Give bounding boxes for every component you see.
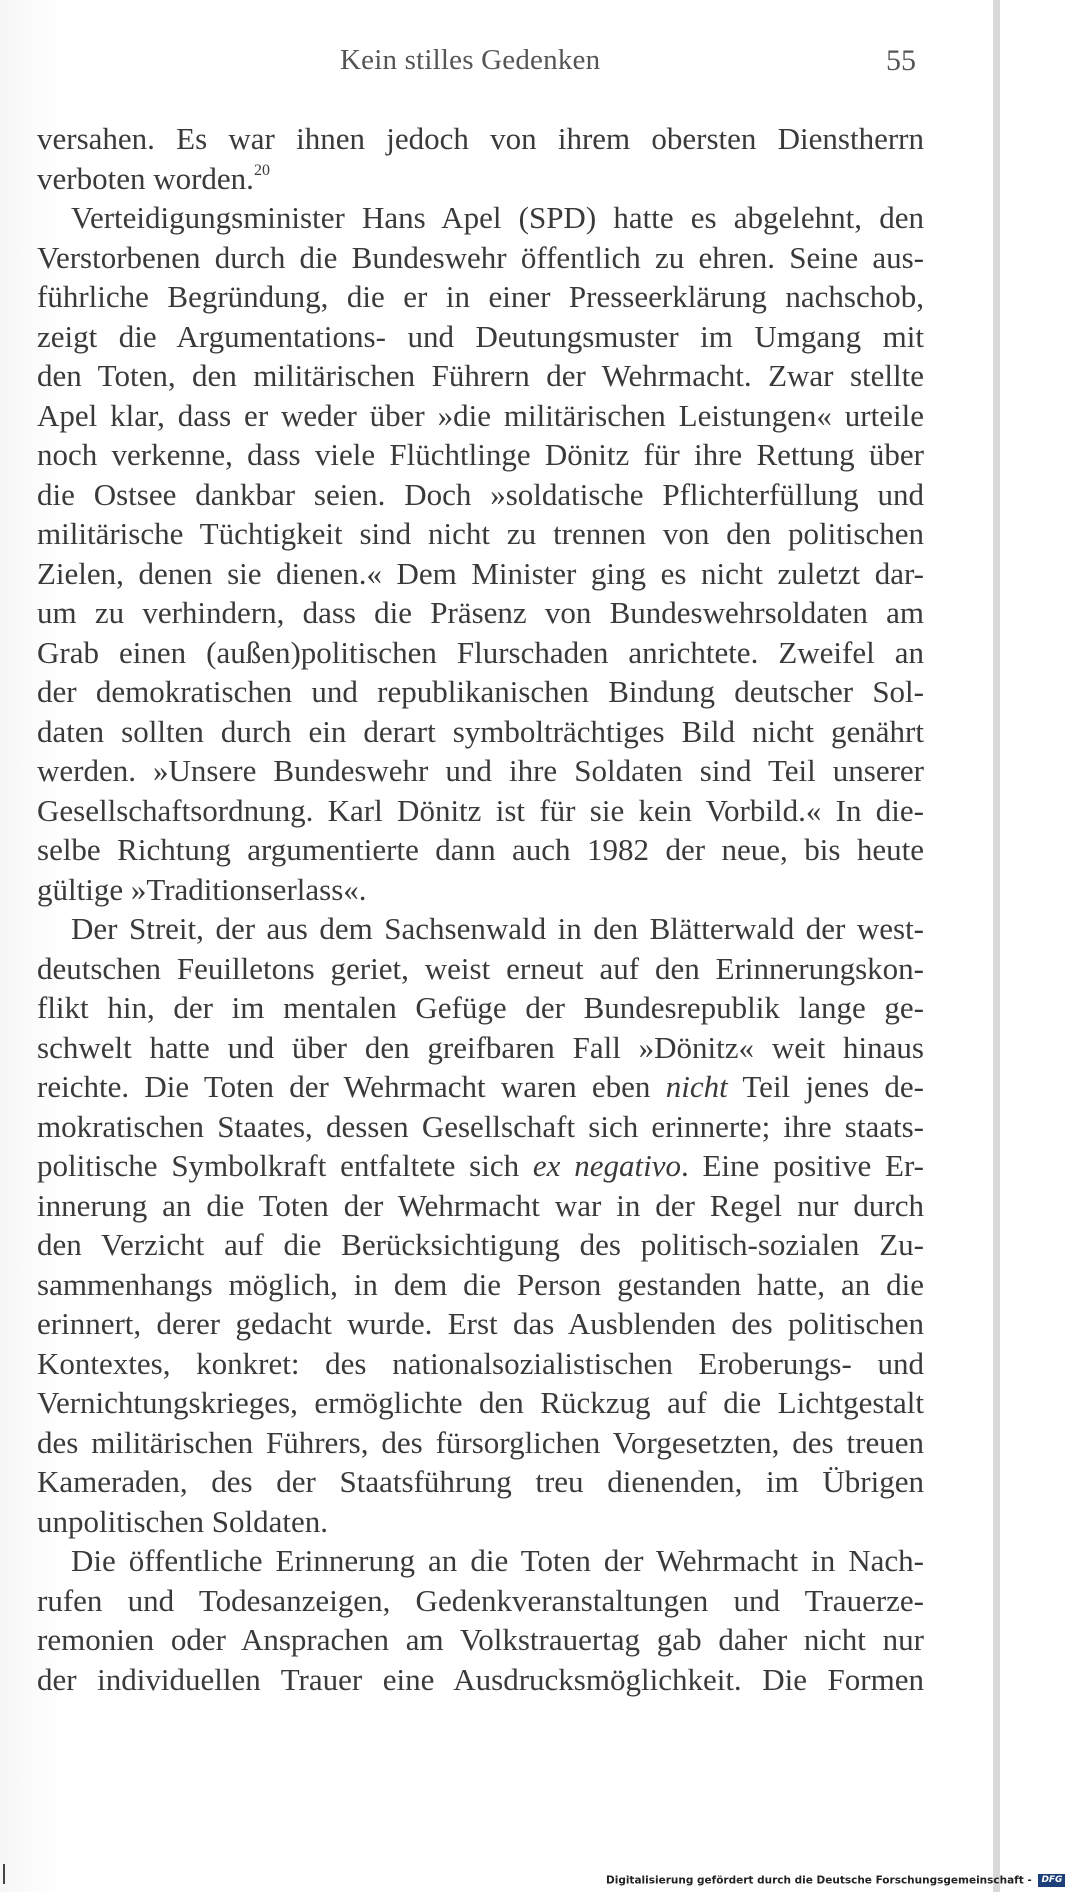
italic-emphasis: nicht xyxy=(665,1069,728,1104)
dfg-logo: DFG xyxy=(1038,1874,1065,1887)
text-line: werden. »Unsere Bundeswehr und ihre Soldaten sind Teil unserer xyxy=(37,753,924,788)
body-text xyxy=(37,119,924,1699)
scan-margin-mark xyxy=(3,1864,5,1884)
text-line: Kontextes, konkret: des nationalsozialistischen Eroberungs- und xyxy=(37,1345,924,1381)
text-line: rufen und Todesanzeigen, Gedenkveranstaltungen und Trauerze- xyxy=(37,1582,924,1618)
text-line: Verteidigungsminister Hans Apel (SPD) hatte es abgelehnt, den xyxy=(71,200,924,235)
footnote-marker[interactable]: 20 xyxy=(253,161,270,179)
text-line: reichte. Die Toten der Wehrmacht waren eben nicht Teil jenes de- xyxy=(37,1069,924,1104)
text-line: Die öffentliche Erinnerung an die Toten der Wehrmacht in Nach- xyxy=(71,1543,924,1578)
text-line: mokratischen Staates, dessen Gesellschaft sich erinnerte; ihre staats- xyxy=(37,1108,924,1144)
footer-text: Digitalisierung gefördert durch die Deutsche Forschungsgemeinschaft - xyxy=(606,1874,1032,1887)
text-line: unpolitischen Soldaten. xyxy=(37,1503,329,1539)
text-line: Zielen, denen sie dienen.« Dem Minister ging es nicht zuletzt dar- xyxy=(37,555,924,591)
text-line: zeigt die Argumentations- und Deutungsmuster im Umgang mit xyxy=(37,318,924,354)
text-line: Apel klar, dass er weder über »die militärischen Leistungen« urteile xyxy=(37,397,924,433)
text-line: die Ostsee dankbar seien. Doch »soldatische Pflichterfüllung und xyxy=(37,476,924,512)
text-line: versahen. Es war ihnen jedoch von ihrem obersten Dienstherrn xyxy=(37,121,924,156)
text-line: gültige »Traditionserlass«. xyxy=(37,871,367,907)
text-line: politische Symbolkraft entfaltete sich ex negativo. Eine positive Er- xyxy=(37,1148,924,1183)
text-line: um zu verhindern, dass die Präsenz von Bundeswehrsoldaten am xyxy=(37,595,924,630)
italic-emphasis: ex negativo xyxy=(532,1148,681,1183)
text-line: militärische Tüchtigkeit sind nicht zu trennen von den politischen xyxy=(37,516,924,551)
running-title: Kein stilles Gedenken xyxy=(340,44,601,76)
page-edge-shadow xyxy=(993,0,1000,1892)
text-line: der individuellen Trauer eine Ausdrucksmöglichkeit. Die Formen xyxy=(37,1661,924,1697)
text-line: Kameraden, des der Staatsführung treu dienenden, im Übrigen xyxy=(37,1464,924,1499)
text-line: remonien oder Ansprachen am Volkstrauertag gab daher nicht nur xyxy=(37,1622,924,1657)
running-head xyxy=(0,44,1000,84)
text-line: flikt hin, der im mentalen Gefüge der Bundesrepublik lange ge- xyxy=(37,990,924,1025)
text-line: führliche Begründung, die er in einer Presseerklärung nachschob, xyxy=(37,279,924,314)
text-line: Vernichtungskrieges, ermöglichte den Rückzug auf die Lichtgestalt xyxy=(37,1385,924,1420)
text-line: verboten worden.$^{20}$ xyxy=(37,160,270,196)
digitization-footer xyxy=(606,1874,1065,1890)
text-line: den Toten, den militärischen Führern der Wehrmacht. Zwar stellte xyxy=(37,358,924,393)
text-line: Der Streit, der aus dem Sachsenwald in den Blätterwald der west- xyxy=(71,911,924,946)
text-line: innerung an die Toten der Wehrmacht war in der Regel nur durch xyxy=(37,1187,924,1223)
text-line: Verstorbenen durch die Bundeswehr öffentlich zu ehren. Seine aus- xyxy=(37,239,924,275)
text-line: schwelt hatte und über den greifbaren Fall »Dönitz« weit hinaus xyxy=(37,1029,924,1065)
text-line: Gesellschaftsordnung. Karl Dönitz ist für sie kein Vorbild.« In die- xyxy=(37,792,924,828)
text-line: selbe Richtung argumentierte dann auch 1982 der neue, bis heute xyxy=(37,832,924,867)
text-line: Grab einen (außen)politischen Flurschaden anrichtete. Zweifel an xyxy=(37,634,924,670)
text-line: noch verkenne, dass viele Flüchtlinge Dönitz für ihre Rettung über xyxy=(37,437,924,472)
text-line: deutschen Feuilletons geriet, weist erneut auf den Erinnerungskon- xyxy=(37,950,924,986)
text-line: sammenhangs möglich, in dem die Person gestanden hatte, an die xyxy=(37,1266,924,1302)
text-line: des militärischen Führers, des fürsorglichen Vorgesetzten, des treuen xyxy=(37,1424,924,1460)
text-line: erinnert, derer gedacht wurde. Erst das Ausblenden des politischen xyxy=(37,1306,924,1341)
page-number: 55 xyxy=(886,44,916,77)
text-line: der demokratischen und republikanischen Bindung deutscher Sol- xyxy=(37,674,924,709)
text-line: den Verzicht auf die Berücksichtigung des politisch-sozialen Zu- xyxy=(37,1227,924,1262)
text-line: daten sollten durch ein derart symbolträchtiges Bild nicht genährt xyxy=(37,713,924,749)
